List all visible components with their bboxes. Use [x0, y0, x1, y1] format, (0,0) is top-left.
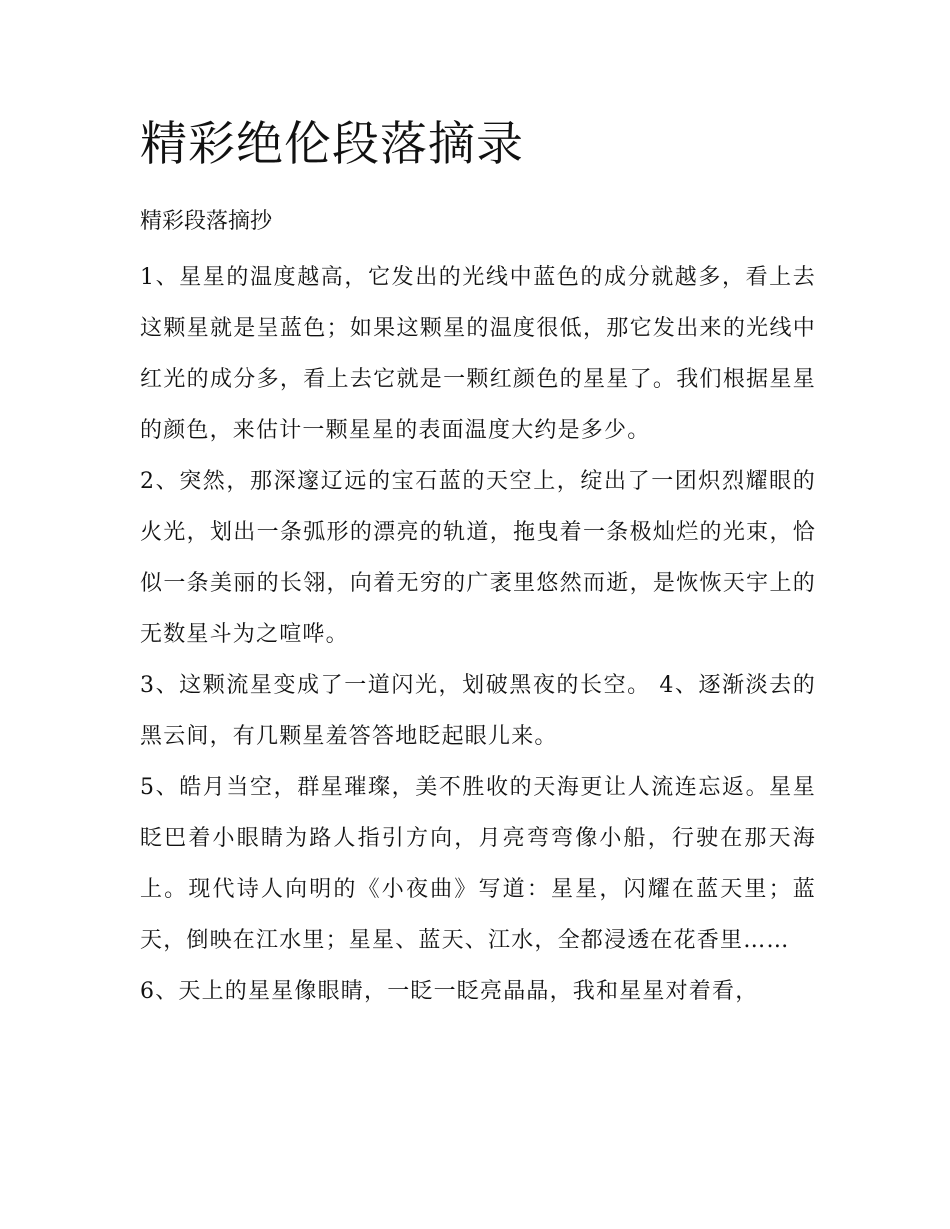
paragraph-6: 6、天上的星星像眼睛，一眨一眨亮晶晶，我和星星对着看，	[140, 979, 759, 1004]
paragraph-1: 1、星星的温度越高，它发出的光线中蓝色的成分就越多，看上去这颗星就是呈蓝色；如果这颗星的温度很低，那它发出来的光线中红光的成分多，看上去它就是一颗红颜色的星星了。我们根据星星的颜色，来估计一颗星星的表面温度大约是多少。	[140, 265, 816, 443]
paragraph-3: 3、这颗流星变成了一道闪光，划破黑夜的长空。 4、逐渐淡去的黑云间，有几颗星羞答答地眨起眼儿来。	[140, 673, 816, 749]
paragraph-5: 5、皓月当空，群星璀璨，美不胜收的天海更让人流连忘返。星星眨巴着小眼睛为路人指引方向，月亮弯弯像小船，行驶在那天海上。现代诗人向明的《小夜曲》写道：星星，闪耀在蓝天里；蓝天，倒映在江水里；星星、蓝天、江水，全都浸透在花香里……	[140, 775, 816, 953]
paragraph-2: 2、突然，那深邃辽远的宝石蓝的天空上，绽出了一团炽烈耀眼的火光，划出一条弧形的漂亮的轨道，拖曳着一条极灿烂的光束，恰似一条美丽的长翎，向着无穷的广袤里悠然而逝，是恢恢天宇上的无数星斗为之喧哗。	[140, 469, 816, 647]
document-title: 精彩绝伦段落摘录	[140, 117, 524, 172]
document-body	[140, 252, 816, 1017]
document-subtitle: 精彩段落摘抄	[140, 209, 273, 234]
